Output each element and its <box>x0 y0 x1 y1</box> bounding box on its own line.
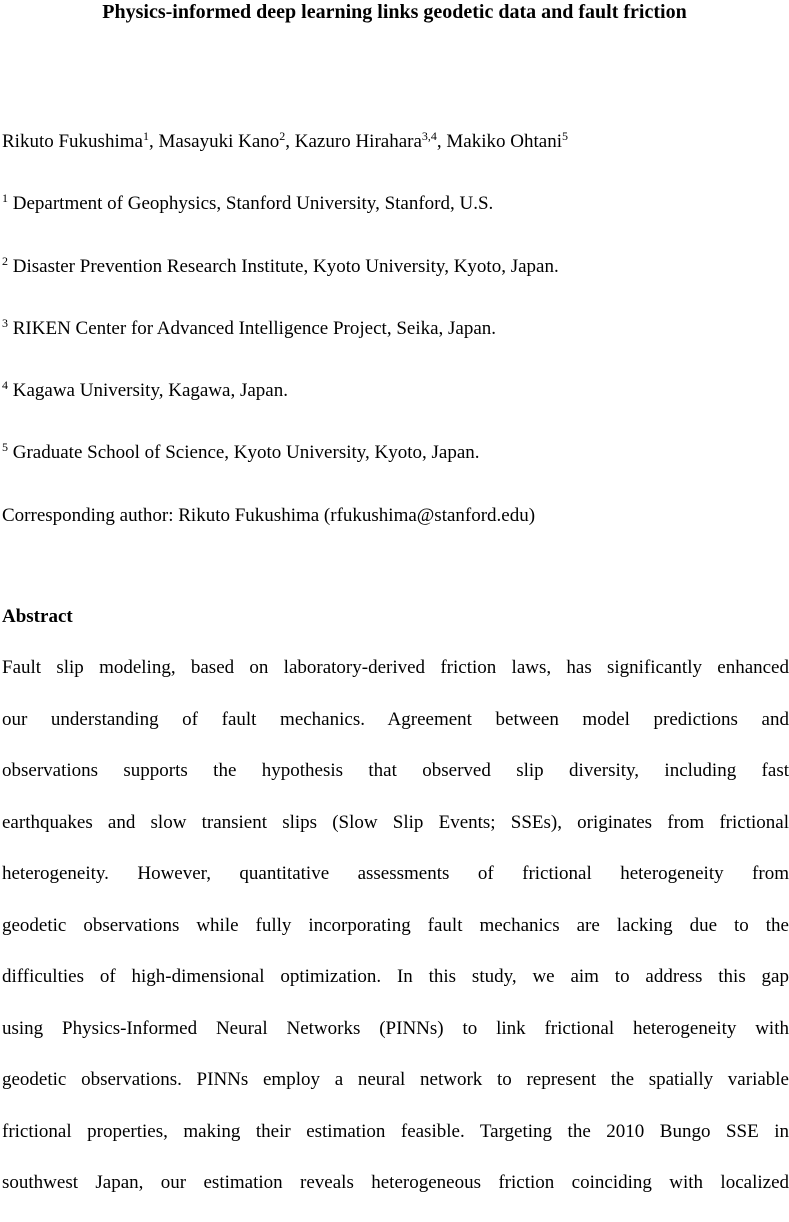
abstract-heading: Abstract <box>2 606 73 627</box>
author-name: Masayuki Kano <box>158 131 280 152</box>
abstract-line: our understanding of fault mechanics. Agreement between model predictions and <box>2 708 789 730</box>
affiliation-number: 1 <box>2 191 8 205</box>
affiliation-4 <box>2 379 288 403</box>
affiliation-text: Department of Geophysics, Stanford University, Stanford, U.S. <box>8 193 494 214</box>
abstract-line: southwest Japan, our estimation reveals heterogeneous friction coinciding with localized <box>2 1172 789 1193</box>
author-separator: , <box>285 131 295 152</box>
affiliation-text: Disaster Prevention Research Institute, Kyoto University, Kyoto, Japan. <box>8 256 559 277</box>
abstract-line: earthquakes and slow transient slips (Slow Slip Events; SSEs), originates from frictional <box>2 811 789 833</box>
author-affiliation-number: 1 <box>142 129 149 143</box>
affiliation-text: Graduate School of Science, Kyoto University, Kyoto, Japan. <box>8 442 480 463</box>
affiliation-5 <box>2 441 480 465</box>
abstract-line: heterogeneity. However, quantitative assessments of frictional heterogeneity from <box>2 863 789 884</box>
author-name: Kazuro Hirahara <box>294 131 422 152</box>
affiliation-number: 5 <box>2 440 8 454</box>
affiliation-3 <box>2 317 496 341</box>
author-list <box>2 130 568 154</box>
abstract-line: using Physics-Informed Neural Networks (PINNs) to link frictional heterogeneity with <box>2 1017 789 1039</box>
corresponding-author: Corresponding author: Rikuto Fukushima (rfukushima@stanford.edu) <box>2 505 536 526</box>
affiliation-text: RIKEN Center for Advanced Intelligence Project, Seika, Japan. <box>8 318 497 339</box>
affiliation-2 <box>2 255 559 279</box>
affiliation-number: 4 <box>2 378 8 392</box>
author-name: Makiko Ohtani <box>446 131 562 152</box>
abstract-body <box>2 655 789 1222</box>
abstract-line: observations supports the hypothesis that observed slip diversity, including fast <box>2 760 789 781</box>
abstract-line: geodetic observations. PINNs employ a neural network to represent the spatially variable <box>2 1069 789 1090</box>
author-separator: , <box>148 131 159 152</box>
abstract-line: Fault slip modeling, based on laboratory-derived friction laws, has significantly enhanced <box>2 657 789 678</box>
author-name: Rikuto Fukushima <box>2 131 143 152</box>
abstract-line: frictional properties, making their estimation feasible. Targeting the 2010 Bungo SSE in <box>2 1120 789 1142</box>
affiliation-1 <box>2 192 493 216</box>
paper-title: Physics-informed deep learning links geodetic data and fault friction <box>102 1 687 23</box>
author-affiliation-number: 3,4 <box>421 129 437 143</box>
abstract-line: geodetic observations while fully incorporating fault mechanics are lacking due to the <box>2 914 789 936</box>
affiliation-number: 2 <box>2 254 8 268</box>
author-separator: , <box>436 131 447 152</box>
affiliation-number: 3 <box>2 316 8 330</box>
author-affiliation-number: 5 <box>561 129 568 143</box>
author-affiliation-number: 2 <box>279 129 286 143</box>
abstract-line: difficulties of high-dimensional optimization. In this study, we aim to address this gap <box>2 966 789 987</box>
affiliation-text: Kagawa University, Kagawa, Japan. <box>8 380 288 401</box>
